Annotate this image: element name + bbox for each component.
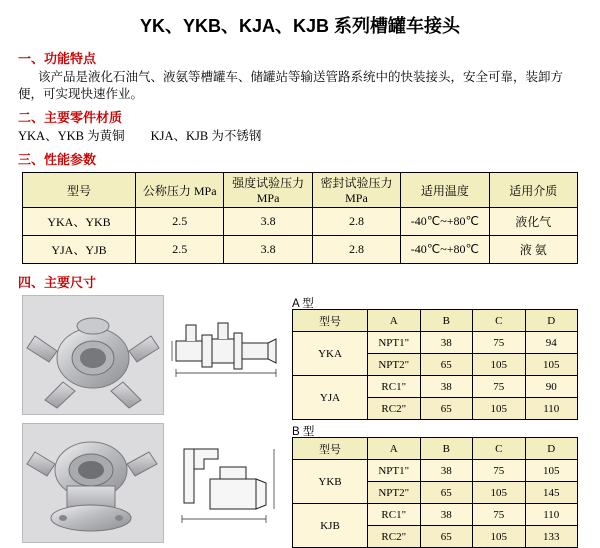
table-row (293, 504, 578, 526)
performance-heading: 三、性能参数 (18, 152, 97, 167)
dim-cell: RC2" (368, 526, 421, 548)
dim-cell: 90 (525, 376, 578, 398)
perf-col-temperature: 适用温度 (401, 173, 489, 208)
dim-model-cell: KJB (293, 504, 368, 548)
perf-col-nominal-pressure: 公称压力 MPa (136, 173, 224, 208)
page-title: YK、YKB、KJA、KJB 系列槽罐车接头 (139, 16, 461, 36)
dim-cell: 105 (525, 354, 578, 376)
dim-cell: NPT1" (368, 332, 421, 354)
dim-cell: 38 (420, 376, 473, 398)
dim-cell: 94 (525, 332, 578, 354)
material-line (18, 128, 600, 145)
features-heading: 一、功能特点 (18, 51, 97, 66)
dim-col-b: B (420, 438, 473, 460)
features-body (18, 69, 582, 103)
dim-cell: 133 (525, 526, 578, 548)
dimensions-heading: 四、主要尺寸 (18, 275, 97, 290)
table-header-row (293, 310, 578, 332)
dim-cell: 105 (525, 460, 578, 482)
dim-cell: RC1" (368, 376, 421, 398)
dim-cell: 38 (420, 460, 473, 482)
product-photo-a (22, 295, 164, 415)
dim-col-d: D (525, 438, 578, 460)
dimension-table-b (292, 437, 578, 548)
dim-cell: 75 (473, 504, 526, 526)
product-photo-b (22, 423, 164, 543)
dim-col-c: C (473, 438, 526, 460)
dim-cell: 110 (525, 504, 578, 526)
perf-cell: 2.8 (312, 236, 400, 264)
perf-cell: -40℃~+80℃ (401, 236, 489, 264)
table-header-row (293, 438, 578, 460)
table-header-row (23, 173, 578, 208)
dim-cell: NPT1" (368, 460, 421, 482)
perf-cell: 液化气 (489, 208, 577, 236)
table-row (23, 236, 578, 264)
dim-model-cell: YKA (293, 332, 368, 376)
perf-col-medium: 适用介质 (489, 173, 577, 208)
perf-cell: YKA、YKB (23, 208, 136, 236)
performance-table (22, 172, 578, 264)
dimension-table-a (292, 309, 578, 420)
dimension-group-b (0, 423, 600, 547)
dim-cell: 105 (473, 482, 526, 504)
type-label-a: A 型 (292, 298, 314, 310)
dimension-group-a (0, 295, 600, 419)
perf-cell: 2.8 (312, 208, 400, 236)
drawing-b-graphic (166, 423, 284, 541)
dim-cell: 65 (420, 526, 473, 548)
product-drawing-b (166, 423, 284, 541)
dim-model-cell: YJA (293, 376, 368, 420)
table-row (293, 460, 578, 482)
material-heading: 二、主要零件材质 (18, 110, 123, 125)
perf-cell: 3.8 (224, 236, 312, 264)
dim-cell: NPT2" (368, 482, 421, 504)
table-row (293, 332, 578, 354)
dim-cell: 65 (420, 354, 473, 376)
perf-col-strength-pressure: 强度试验压力 MPa (224, 173, 312, 208)
dim-col-model: 型号 (293, 310, 368, 332)
drawing-a-graphic (166, 295, 284, 413)
dim-cell: 145 (525, 482, 578, 504)
dim-col-model: 型号 (293, 438, 368, 460)
photo-a-graphic (23, 296, 163, 414)
perf-cell: 液 氨 (489, 236, 577, 264)
dim-cell: 75 (473, 332, 526, 354)
table-row (293, 376, 578, 398)
perf-cell: YJA、YJB (23, 236, 136, 264)
dim-col-d: D (525, 310, 578, 332)
dim-cell: 38 (420, 504, 473, 526)
dim-cell: 65 (420, 482, 473, 504)
dim-cell: 75 (473, 460, 526, 482)
dim-cell: RC1" (368, 504, 421, 526)
dim-col-a: A (368, 438, 421, 460)
dim-cell: 38 (420, 332, 473, 354)
dim-col-c: C (473, 310, 526, 332)
type-label-b: B 型 (292, 426, 315, 438)
perf-col-seal-pressure: 密封试验压力 MPa (312, 173, 400, 208)
dim-cell: 105 (473, 398, 526, 420)
material-left: YKA、YKB 为黄铜 (18, 129, 125, 143)
dim-model-cell: YKB (293, 460, 368, 504)
dim-cell: 75 (473, 376, 526, 398)
material-right: KJA、KJB 为不锈钢 (150, 129, 262, 143)
perf-cell: -40℃~+80℃ (401, 208, 489, 236)
features-text: 该产品是液化石油气、液氨等槽罐车、储罐站等输送管路系统中的快装接头，安全可靠，装卸方便，可实现快速作业。 (18, 70, 564, 101)
dim-cell: 65 (420, 398, 473, 420)
product-drawing-a (166, 295, 284, 413)
dim-cell: 105 (473, 526, 526, 548)
perf-cell: 2.5 (136, 236, 224, 264)
dim-cell: NPT2" (368, 354, 421, 376)
dim-col-a: A (368, 310, 421, 332)
photo-b-graphic (23, 424, 163, 542)
perf-cell: 2.5 (136, 208, 224, 236)
dim-cell: 105 (473, 354, 526, 376)
table-row (23, 208, 578, 236)
dim-cell: RC2" (368, 398, 421, 420)
perf-cell: 3.8 (224, 208, 312, 236)
perf-col-model: 型号 (23, 173, 136, 208)
dim-col-b: B (420, 310, 473, 332)
dim-cell: 110 (525, 398, 578, 420)
